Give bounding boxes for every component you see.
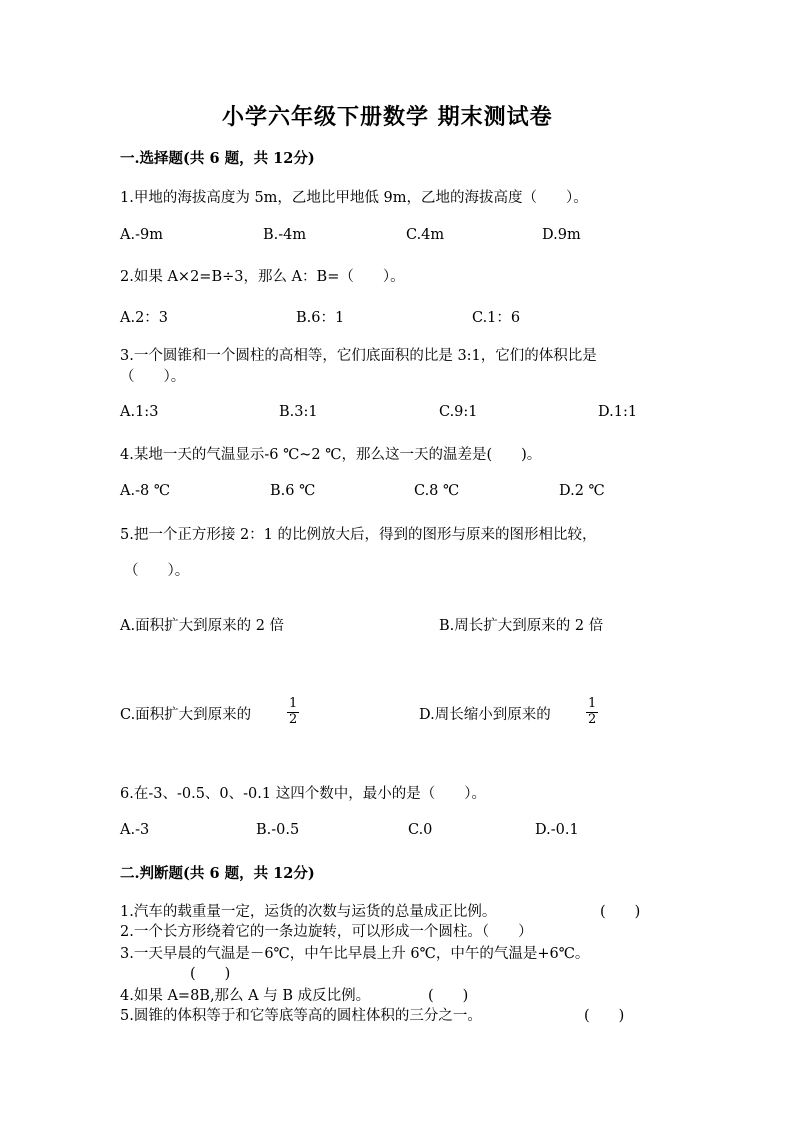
question-6-option-d: D.-0.1 (535, 822, 579, 838)
question-4-option-d: D.2 ℃ (559, 483, 605, 499)
question-5-option-c-fraction (287, 697, 299, 728)
question-2-stem: 2.如果 A×2=B÷3，那么 A：B=（ ）。 (120, 269, 405, 285)
question-6-option-a: A.-3 (120, 822, 150, 838)
tf-item-1: 1.汽车的载重量一定，运货的次数与运货的总量成正比例。 (120, 904, 497, 920)
tf-item-3: 3.一天早晨的气温是－6℃，中午比早晨上升 6℃，中午的气温是+6℃。 (120, 946, 590, 962)
fraction-denominator: 2 (289, 711, 298, 727)
question-1-stem: 1.甲地的海拔高度为 5m，乙地比甲地低 9m，乙地的海拔高度（ ）。 (120, 190, 588, 206)
question-1-option-b: B.-4m (263, 227, 307, 243)
question-5-option-c: C.面积扩大到原来的 (120, 707, 252, 723)
section-heading-true-false: 二.判断题(共 6 题，共 12分) (120, 865, 315, 882)
question-4-option-c: C.8 ℃ (414, 483, 460, 499)
question-5-option-d: D.周长缩小到原来的 (419, 707, 551, 723)
fraction-denominator: 2 (588, 711, 597, 727)
tf-item-5: 5.圆锥的体积等于和它等底等高的圆柱体积的三分之一。 (120, 1008, 482, 1024)
tf-item-3-blank: ( ) (190, 966, 231, 982)
tf-item-4-blank: ( ) (428, 988, 469, 1004)
question-6-option-b: B.-0.5 (256, 822, 300, 838)
tf-item-4: 4.如果 A=8B,那么 A 与 B 成反比例。 (120, 988, 371, 1004)
question-4-option-b: B.6 ℃ (270, 483, 316, 499)
fraction-numerator: 1 (588, 696, 597, 711)
question-3-stem-line2: （ ）。 (120, 369, 186, 385)
tf-item-1-blank: ( ) (600, 904, 641, 920)
section-heading-choice: 一.选择题(共 6 题，共 12分) (120, 150, 315, 167)
question-3-stem: 3.一个圆锥和一个圆柱的高相等，它们底面积的比是 3:1，它们的体积比是 (120, 348, 597, 364)
question-3-option-a: A.1:3 (120, 404, 159, 420)
question-3-option-d: D.1:1 (598, 404, 638, 420)
question-6-stem: 6.在-3、-0.5、0、-0.1 这四个数中，最小的是（ ）。 (120, 786, 486, 802)
fraction-numerator: 1 (289, 696, 298, 711)
question-5-stem: 5.把一个正方形接 2：1 的比例放大后，得到的图形与原来的图形相比较， (120, 527, 597, 543)
tf-item-2: 2.一个长方形绕着它的一条边旋转，可以形成一个圆柱。（ ） (120, 924, 533, 940)
question-2-option-a: A.2：3 (120, 310, 169, 326)
question-1-option-c: C.4m (406, 227, 445, 243)
question-6-option-c: C.0 (408, 822, 433, 838)
question-5-option-b: B.周长扩大到原来的 2 倍 (439, 618, 604, 634)
question-1-option-a: A.-9m (120, 227, 163, 243)
question-5-stem-line2: （ ）。 (124, 563, 190, 579)
question-3-option-c: C.9:1 (439, 404, 478, 420)
question-5-option-a: A.面积扩大到原来的 2 倍 (120, 618, 285, 634)
tf-item-5-blank: ( ) (584, 1008, 625, 1024)
question-2-option-b: B.6：1 (296, 310, 345, 326)
question-3-option-b: B.3:1 (279, 404, 318, 420)
question-4-option-a: A.-8 ℃ (120, 483, 171, 499)
page-title: 小学六年级下册数学 期末测试卷 (222, 104, 553, 130)
question-1-option-d: D.9m (542, 227, 581, 243)
question-5-option-d-fraction (586, 697, 598, 728)
question-2-option-c: C.1：6 (472, 310, 521, 326)
question-4-stem: 4.某地一天的气温显示-6 ℃~2 ℃，那么这一天的温差是( )。 (120, 447, 542, 463)
